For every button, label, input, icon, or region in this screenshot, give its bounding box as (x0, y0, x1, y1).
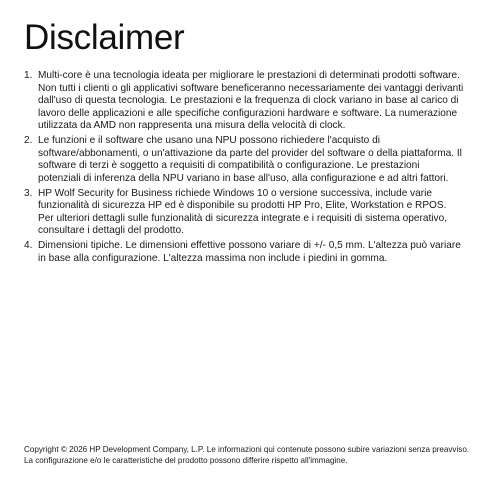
disclaimer-list (24, 70, 464, 268)
list-item-number: 2. (24, 135, 33, 146)
list-item (24, 240, 464, 265)
list-item-number: 1. (24, 70, 33, 81)
list-item-number: 3. (24, 187, 33, 199)
list-item (24, 70, 464, 133)
list-item (24, 135, 464, 185)
page-title: Disclaimer (24, 18, 185, 57)
list-item-text: Dimensioni tipiche. Le dimensioni effettive possono variare di +/- 0,5 mm. L'altezza può variare in base alla configurazione. L'altezza massima non include i piedini in gomma. (38, 240, 461, 264)
list-item-text: Le funzioni e il software che usano una NPU possono richiedere l'acquisto di software/abbonamenti, o un'attivazione da parte del provider del software o della piattaforma. Il software di terzi è soggetto a requisiti di compatibilità o configurazione. Le prestazioni potenziali di inferenza della NPU variano in base all'uso, alla configurazione e ad altri fattori. (38, 135, 462, 184)
list-item (24, 188, 464, 238)
list-item-text: Multi-core è una tecnologia ideata per migliorare le prestazioni di determinati prodotti software. Non tutti i clienti o gli applicativi software beneficeranno necessariamente dei vantaggi derivanti dall'uso di questa tecnologia. Le prestazioni e la frequenza di clock variano in base al carico di lavoro delle applicazioni e alle specifiche configurazioni hardware e software. La numerazione utilizzata da AMD non rappresenta una misura della velocità di clock. (38, 70, 464, 131)
copyright-footer: Copyright © 2026 HP Development Company, L.P. Le informazioni qui contenute possono subire variazioni senza preavviso. La configurazione e/o le caratteristiche del prodotto possono differire rispetto all'immagine. (24, 445, 470, 465)
list-item-number: 4. (24, 240, 33, 251)
list-item-text: HP Wolf Security for Business richiede Windows 10 o versione successiva, include varie funzionalità di sicurezza HP ed è disponibile su prodotti HP Pro, Elite, Workstation e RPOS. Per ulteriori dettagli sulle funzionalità di sicurezza integrate e i requisiti di sistema operativo, consultare i dettagli del prodotto. (38, 187, 447, 236)
